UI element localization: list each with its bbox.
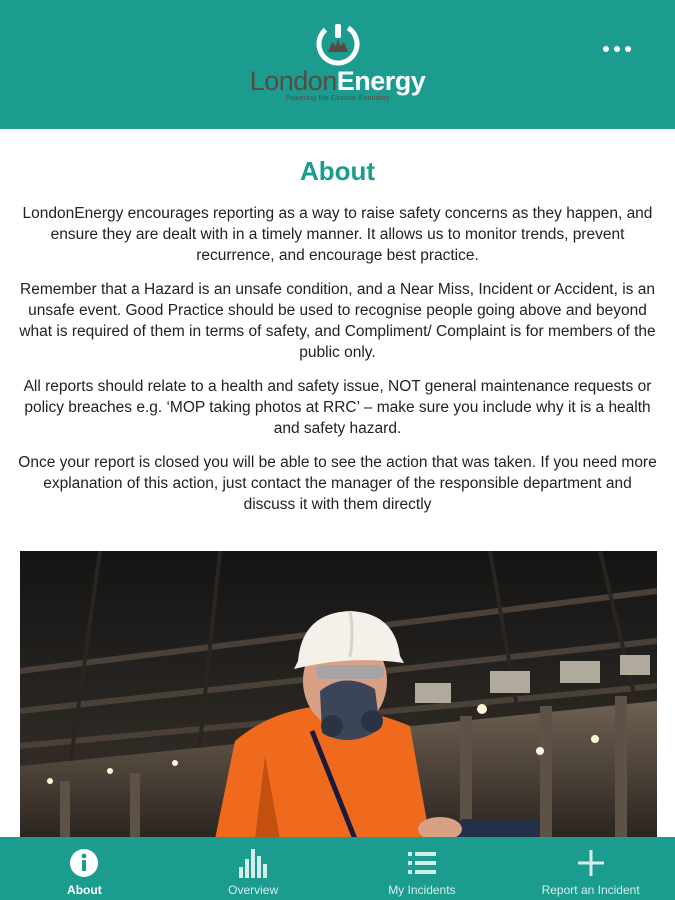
about-paragraph-1: LondonEnergy encourages reporting as a way to raise safety concerns as they happen, and ensure they are dealt with in a timely manner. It allows us to monitor trends, prevent recurrence, and encourage best practice. <box>22 205 653 264</box>
more-horizontal-icon-dot <box>625 46 631 52</box>
tab-label-about: About <box>67 883 102 897</box>
list-icon <box>406 847 438 879</box>
tab-label-report-an-incident: Report an Incident <box>541 883 640 897</box>
about-paragraph-4: Once your report is closed you will be able to see the action that was taken. If you need more explanation of this action, just contact the manager of the responsible department and discuss it with them directly <box>18 454 657 513</box>
logo-wordmark <box>0 66 675 96</box>
logo-word-london: London <box>249 66 337 96</box>
bottom-tab-bar <box>0 837 675 900</box>
tab-my-incidents[interactable] <box>338 837 507 900</box>
app-header <box>0 0 675 129</box>
logo-tagline: Powering the Circular Economy <box>285 95 390 102</box>
more-menu-button[interactable] <box>596 38 638 60</box>
info-icon <box>68 847 100 879</box>
photo-illustration <box>20 551 657 837</box>
tab-about[interactable] <box>0 837 169 900</box>
more-horizontal-icon <box>603 46 609 52</box>
tab-report-an-incident[interactable] <box>506 837 675 900</box>
page-title: About <box>299 156 376 186</box>
tab-label-my-incidents: My Incidents <box>388 883 456 897</box>
about-paragraph-3: All reports should relate to a health and safety issue, NOT general maintenance requests or policy breaches e.g. ‘MOP taking photos at RRC’ – make sure you include why it is a health and safety hazard. <box>23 378 652 437</box>
tab-overview[interactable] <box>169 837 338 900</box>
safety-worker-photo <box>20 551 657 837</box>
plus-icon <box>575 847 607 879</box>
logo-word-energy: Energy <box>336 66 426 96</box>
logo-mark-icon <box>316 22 360 66</box>
tab-label-overview: Overview <box>228 883 279 897</box>
london-energy-logo <box>0 22 675 102</box>
about-content[interactable] <box>0 129 675 837</box>
about-paragraph-2: Remember that a Hazard is an unsafe condition, and a Near Miss, Incident or Accident, is an unsafe event. Good Practice should be used to recognise people going above and beyond what is required of them in terms of safety, and Compliment/ Complaint is for members of the public only. <box>19 281 656 361</box>
bar-chart-icon <box>237 847 269 879</box>
more-horizontal-icon-dot <box>614 46 620 52</box>
